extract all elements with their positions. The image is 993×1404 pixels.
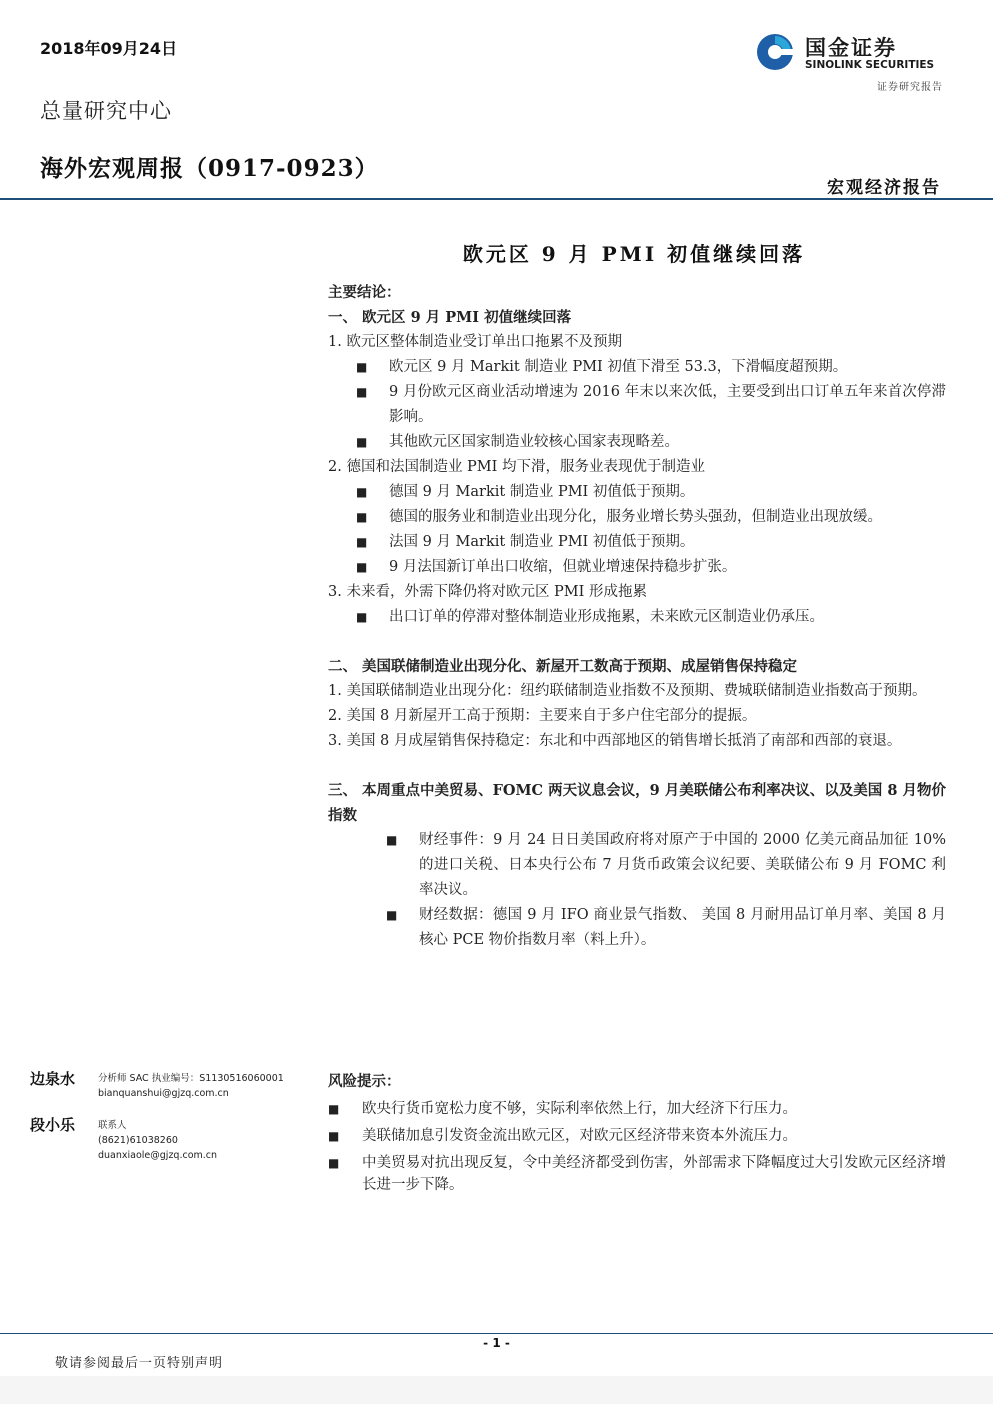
list-item: ■ 9 月法国新订单出口收缩，但就业增速保持稳步扩张。 (328, 555, 946, 580)
author-phone: (8621)61038260 (98, 1135, 178, 1146)
square-bullet-icon: ■ (328, 1129, 340, 1143)
list-item: ■ 其他欧元区国家制造业较核心国家表现略差。 (328, 430, 946, 455)
author-info: 分析师 SAC 执业编号：S1130516060001 bianquanshui@gjzq.com.cn (98, 1073, 284, 1099)
square-bullet-icon: ■ (356, 535, 368, 549)
summary-heading: 主要结论： (328, 284, 401, 301)
main-title: 欧元区 9 月 PMI 初值继续回落 (462, 242, 806, 266)
square-bullet-icon: ■ (328, 1102, 340, 1116)
square-bullet-icon: ■ (356, 485, 368, 499)
square-bullet-icon: ■ (386, 833, 398, 847)
list-item: ■ 9 月份欧元区商业活动增速为 2016 年末以来次低，主要受到出口订单五年来首次停滞影响。 (328, 380, 946, 430)
sinolink-logo-icon (755, 32, 795, 72)
square-bullet-icon: ■ (356, 560, 368, 574)
disclaimer-note: 敬请参阅最后一页特别声明 (55, 1356, 224, 1371)
department-name: 总量研究中心 (40, 99, 172, 123)
section-2-item-1: 1. 美国联储制造业出现分化：纽约联储制造业指数不及预期、费城联储制造业指数高于预期。 (328, 683, 927, 699)
company-logo (755, 30, 945, 75)
list-item: ■ 出口订单的停滞对整体制造业形成拖累，未来欧元区制造业仍承压。 (328, 605, 946, 630)
list-item: ■ 欧央行货币宽松力度不够，实际利率依然上行，加大经济下行压力。 (328, 1098, 946, 1120)
author-email: duanxiaole@gjzq.com.cn (98, 1150, 218, 1161)
list-item: ■ 欧元区 9 月 Markit 制造业 PMI 初值下滑至 53.3，下滑幅度超预期。 (328, 355, 946, 380)
square-bullet-icon: ■ (356, 385, 368, 399)
logo-en-name: SINOLINK SECURITIES (805, 59, 935, 71)
report-type: 宏观经济报告 (827, 178, 941, 198)
square-bullet-icon: ■ (356, 510, 368, 524)
list-item: ■ 德国的服务业和制造业出现分化，服务业增长势头强劲，但制造业出现放缓。 (328, 505, 946, 530)
section-2-item-2: 2. 美国 8 月新屋开工高于预期：主要来自于多户住宅部分的提振。 (328, 708, 757, 724)
logo-tagline: 证券研究报告 (877, 82, 943, 93)
list-item: ■ 美联储加息引发资金流出欧元区，对欧元区经济带来资本外流压力。 (328, 1125, 946, 1147)
list-item: ■ 中美贸易对抗出现反复，令中美经济都受到伤害，外部需求下降幅度过大引发欧元区经济增长进一步下降。 (328, 1152, 946, 1196)
list-item: ■ 财经数据：德国 9 月 IFO 商业景气指数、 美国 8 月耐用品订单月率、美国 8 月核心 PCE 物价指数月率（料上升）。 (328, 903, 946, 953)
section-2-heading: 二、 美国联储制造业出现分化、新屋开工数高于预期、成屋销售保持稳定 (328, 658, 798, 675)
author-name: 段小乐 (30, 1116, 76, 1134)
section-1-point-2-title: 2. 德国和法国制造业 PMI 均下滑，服务业表现优于制造业 (328, 459, 705, 475)
square-bullet-icon: ■ (356, 360, 368, 374)
square-bullet-icon: ■ (356, 435, 368, 449)
section-3-heading: 三、 本周重点中美贸易、FOMC 两天议息会议，9 月美联储公布利率决议、以及美国 8 月物价指数 (328, 782, 946, 824)
risk-heading: 风险提示： (328, 1073, 401, 1090)
risk-section (328, 1071, 946, 1196)
section-1-point-1-title: 1. 欧元区整体制造业受订单出口拖累不及预期 (328, 334, 622, 350)
header-divider (0, 198, 993, 200)
list-item: ■ 德国 9 月 Markit 制造业 PMI 初值低于预期。 (328, 480, 946, 505)
footer-band (0, 1376, 993, 1404)
section-2-item-3: 3. 美国 8 月成屋销售保持稳定：东北和中西部地区的销售增长抵消了南部和西部的衰退。 (328, 733, 902, 749)
author-email: bianquanshui@gjzq.com.cn (98, 1088, 229, 1099)
section-1-heading: 一、 欧元区 9 月 PMI 初值继续回落 (328, 309, 572, 326)
square-bullet-icon: ■ (328, 1156, 340, 1170)
list-item: ■ 财经事件：9 月 24 日日美国政府将对原产于中国的 2000 亿美元商品加征 10%的进口关税、日本央行公布 7 月货币政策会议纪要、美联储公布 9 月 FOMC 利率决议。 (328, 828, 946, 903)
report-date: 2018年09月24日 (40, 39, 178, 58)
footer-divider (0, 1333, 993, 1334)
list-item: ■ 法国 9 月 Markit 制造业 PMI 初值低于预期。 (328, 530, 946, 555)
summary-content (328, 280, 946, 953)
square-bullet-icon: ■ (386, 908, 398, 922)
square-bullet-icon: ■ (356, 610, 368, 624)
logo-cn-name: 国金证券 (805, 36, 897, 60)
section-1-point-3-title: 3. 未来看，外需下降仍将对欧元区 PMI 形成拖累 (328, 584, 647, 600)
author-name: 边泉水 (30, 1070, 76, 1088)
page-number: - 1 - (483, 1336, 510, 1350)
author-info: 联系人 (8621)61038260 duanxiaole@gjzq.com.cn (98, 1120, 218, 1161)
report-title: 海外宏观周报（0917-0923） (40, 155, 379, 182)
